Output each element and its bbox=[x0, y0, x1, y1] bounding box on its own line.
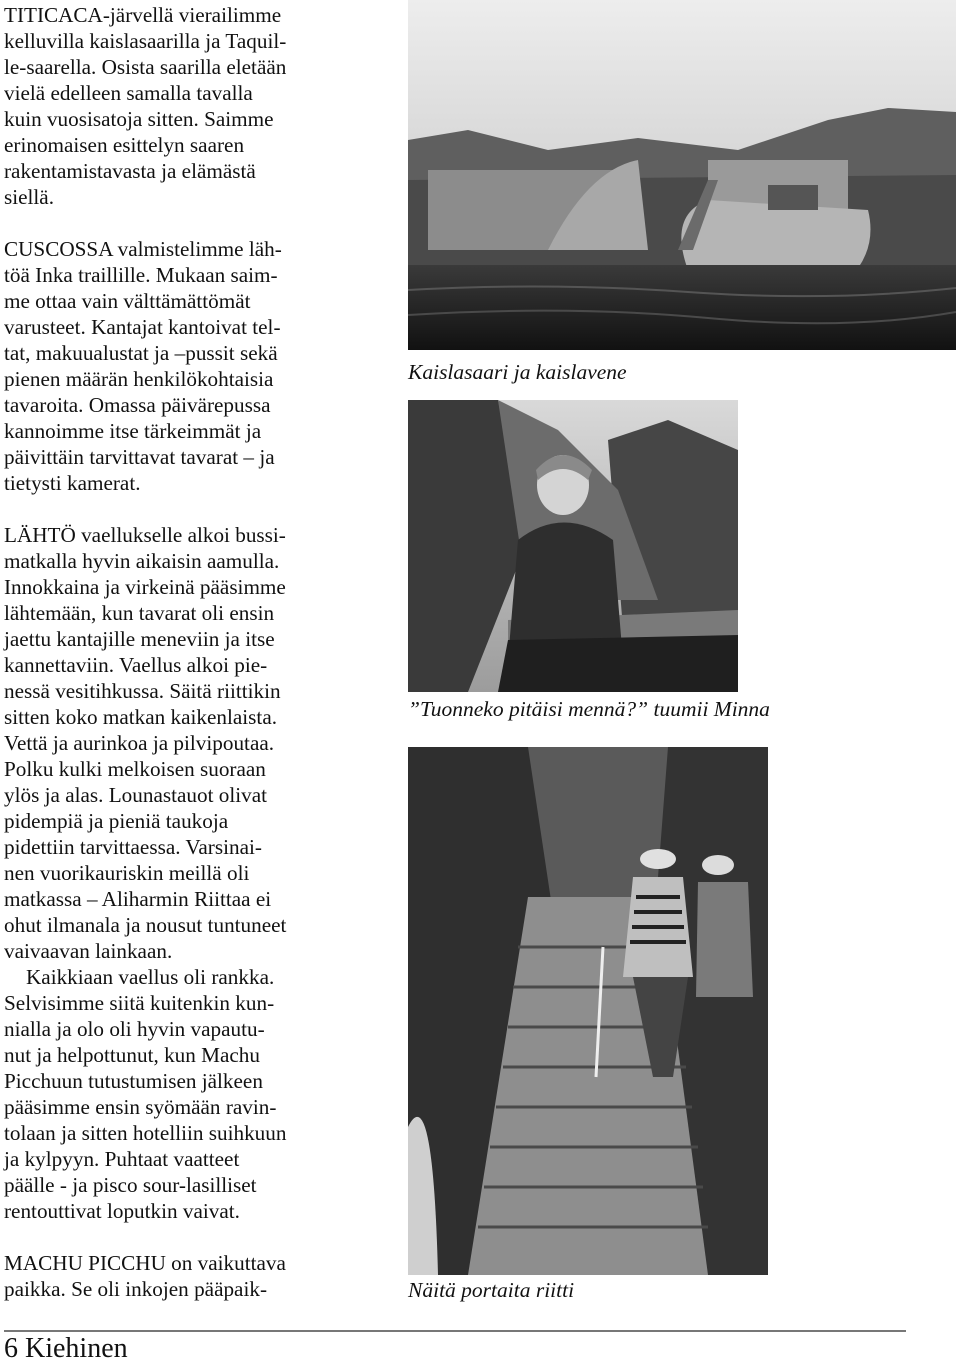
publication-name: Kiehinen bbox=[25, 1333, 128, 1364]
text-line: nialla ja olo oli hyvin vapautu- bbox=[4, 1017, 265, 1041]
stairs-photo-caption: Näitä portaita riitti bbox=[408, 1278, 575, 1302]
text-line: kannoimme itse tärkeimmät ja bbox=[4, 419, 262, 443]
text-line: ohut ilmanala ja nousut tuntuneet bbox=[4, 913, 287, 937]
text-line: varusteet. Kantajat kantoivat tel- bbox=[4, 315, 281, 339]
text-line: Polku kulki melkoisen suoraan bbox=[4, 757, 266, 781]
text-line: jaettu kantajille meneviin ja itse bbox=[4, 627, 275, 651]
text-line: päivittäin tarvittavat tavarat – ja bbox=[4, 445, 275, 469]
woman-in-valley-photo bbox=[408, 400, 738, 692]
text-line: pienen määrän henkilökohtaisia bbox=[4, 367, 274, 391]
text-line: vaivaavan lainkaan. bbox=[4, 939, 173, 963]
text-line: rakentamistavasta ja elämästä bbox=[4, 159, 256, 183]
text-line: paikka. Se oli inkojen pääpaik- bbox=[4, 1277, 268, 1301]
text-line: tavaroita. Omassa päivärepussa bbox=[4, 393, 271, 417]
text-line: pääsimme ensin syömään ravin- bbox=[4, 1095, 277, 1119]
text-line: päälle - ja pisco sour-lasilliset bbox=[4, 1173, 257, 1197]
text-line: tat, makuualustat ja –pussit sekä bbox=[4, 341, 278, 365]
text-line: tietysti kamerat. bbox=[4, 471, 141, 495]
text-line: matkassa – Aliharmin Riittaa ei bbox=[4, 887, 272, 911]
paragraph-lahto bbox=[4, 522, 344, 964]
text-line: Innokkaina ja virkeinä pääsimme bbox=[4, 575, 286, 599]
text-line: nen vuorikauriskin meillä oli bbox=[4, 861, 250, 885]
text-line: tolaan ja sitten hotelliin suihkuun bbox=[4, 1121, 287, 1145]
text-line: töä Inka traillille. Mukaan saim- bbox=[4, 263, 278, 287]
text-line: kelluvilla kaislasaarilla ja Taquil- bbox=[4, 29, 287, 53]
paragraph-cuscossa bbox=[4, 236, 344, 496]
text-line: sitten koko matkan kaikenlaista. bbox=[4, 705, 278, 729]
text-line: siellä. bbox=[4, 185, 55, 209]
woman-photo-caption: ”Tuonneko pitäisi mennä?” tuumii Minna bbox=[408, 697, 770, 721]
reed-island-caption: Kaislasaari ja kaislavene bbox=[408, 360, 627, 384]
page-number: 6 bbox=[4, 1333, 18, 1364]
text-line: nut ja helpottunut, kun Machu bbox=[4, 1043, 260, 1067]
text-line: le-saarella. Osista saarilla eletään bbox=[4, 55, 287, 79]
text-line: erinomaisen esittelyn saaren bbox=[4, 133, 245, 157]
text-line: nessä vesitihkussa. Säitä riittikin bbox=[4, 679, 281, 703]
page-footer bbox=[4, 1333, 128, 1365]
article-text-column bbox=[4, 2, 344, 1302]
text-line: vielä edelleen samalla tavalla bbox=[4, 81, 253, 105]
paragraph-machu-picchu bbox=[4, 1250, 344, 1302]
stone-stairs-photo bbox=[408, 747, 768, 1275]
text-line: kuin vuosisatoja sitten. Saimme bbox=[4, 107, 274, 131]
paragraph-kaikkiaan bbox=[4, 964, 344, 1224]
text-line: CUSCOSSA valmistelimme läh- bbox=[4, 237, 282, 261]
reed-island-photo bbox=[408, 0, 956, 350]
text-line: TITICACA-järvellä vierailimme bbox=[4, 3, 282, 27]
text-line: pidettiin tarvittaessa. Varsinai- bbox=[4, 835, 262, 859]
text-line: ylös ja alas. Lounastauot olivat bbox=[4, 783, 268, 807]
text-line: lähtemään, kun tavarat oli ensin bbox=[4, 601, 275, 625]
text-line: ja kylpyyn. Puhtaat vaatteet bbox=[4, 1147, 240, 1171]
text-line: Kaikkiaan vaellus oli rankka. bbox=[26, 965, 275, 989]
text-line: Picchuun tutustumisen jälkeen bbox=[4, 1069, 263, 1093]
text-line: rentouttivat loputkin vaivat. bbox=[4, 1199, 240, 1223]
text-line: Vettä ja aurinkoa ja pilvipoutaa. bbox=[4, 731, 275, 755]
footer-divider bbox=[4, 1330, 906, 1332]
text-line: pidempiä ja pieniä taukoja bbox=[4, 809, 229, 833]
text-line: kannettaviin. Vaellus alkoi pie- bbox=[4, 653, 268, 677]
text-line: Selvisimme siitä kuitenkin kun- bbox=[4, 991, 275, 1015]
text-line: LÄHTÖ vaellukselle alkoi bussi- bbox=[4, 523, 286, 547]
text-line: matkalla hyvin aikaisin aamulla. bbox=[4, 549, 280, 573]
paragraph-titicaca bbox=[4, 2, 344, 210]
text-line: MACHU PICCHU on vaikuttava bbox=[4, 1251, 286, 1275]
text-line: me ottaa vain välttämättömät bbox=[4, 289, 251, 313]
